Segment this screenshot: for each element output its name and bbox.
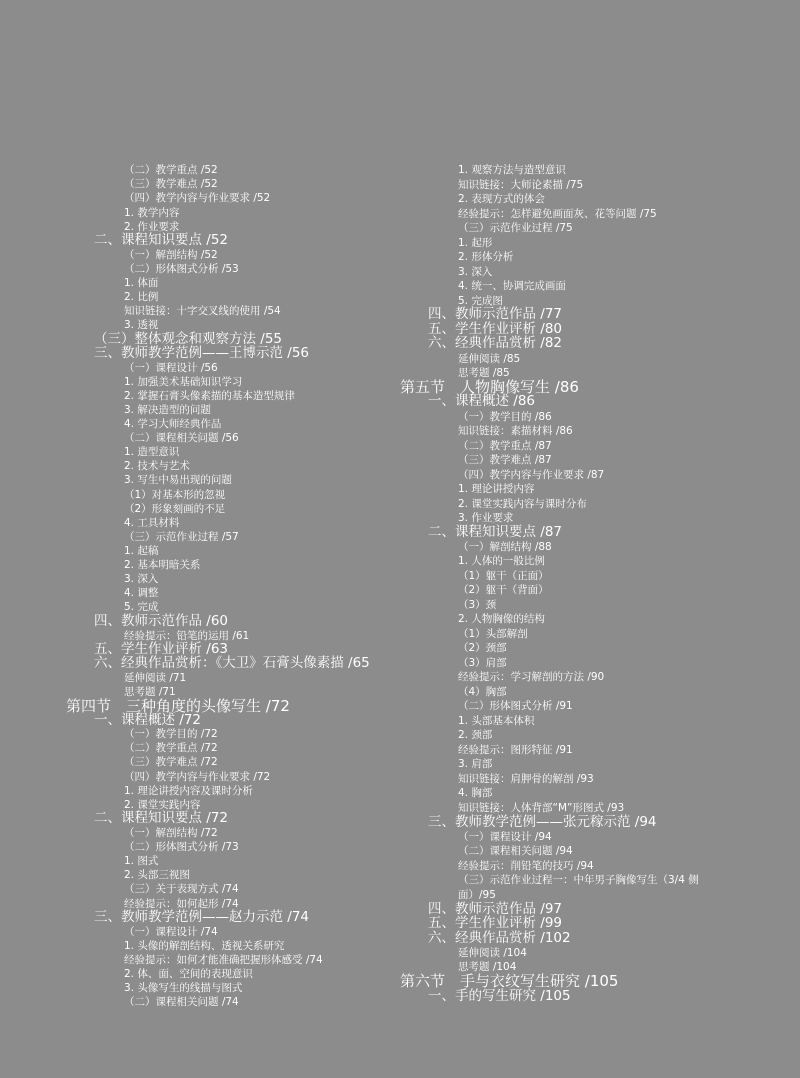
toc-entry: 三、教师教学范例——张元稼示范 /94 [428,813,657,830]
toc-entry: 五、学生作业评析 /80 [428,320,563,337]
toc-entry: 知识链接：人体背部“M”形图式 /93 [458,801,625,814]
toc-entry: 4. 学习大师经典作品 [124,418,222,431]
toc-entry: 六、经典作品赏析：《大卫》石膏头像素描 /65 [94,655,370,672]
toc-entry: 四、教师示范作品 /97 [428,900,563,917]
toc-entry: 经验提示：削铅笔的技巧 /94 [458,859,594,872]
toc-entry: （一）解剖结构 /88 [458,540,552,553]
toc-entry: （二）形体图式分析 /91 [458,700,573,713]
toc-entry: （二）课程相关问题 /74 [124,996,239,1009]
toc-entry: （三）教学难点 /72 [124,756,218,769]
toc-entry: 1. 教学内容 [124,206,180,219]
toc-entry: 延伸阅读 /104 [458,946,527,959]
toc-entry: 2. 体、面、空间的表现意识 [124,968,253,981]
toc-entry: 延伸阅读 /71 [124,671,187,684]
toc-entry: （一）教学目的 /72 [124,728,218,741]
toc-entry: 5. 完成 [124,601,159,614]
toc-entry: 2. 基本明暗关系 [124,559,201,572]
toc-entry: 1. 头部基本体积 [458,714,535,727]
toc-entry: 3. 透视 [124,319,159,332]
toc-entry: 一、课程概述 /86 [428,393,536,410]
toc-entry: 2. 作业要求 [124,220,180,233]
toc-entry: 1. 起形 [458,236,493,249]
toc-entry: 思考题 /104 [458,961,517,974]
toc-entry: 1. 理论讲授内容及课时分析 [124,784,253,797]
toc-entry: 第四节 三种角度的头像写生 /72 [66,696,290,715]
toc-entry: 4. 统一、协调完成画面 [458,280,566,293]
toc-entry: 2. 头部三视图 [124,869,190,882]
toc-entry: 1. 人体的一般比例 [458,555,545,568]
toc-entry: 六、经典作品赏析 /102 [428,929,571,946]
toc-entry: （一）课程设计 /94 [458,830,552,843]
toc-entry: 4. 工具材料 [124,516,180,529]
toc-entry: 2. 形体分析 [458,251,514,264]
toc-entry: 四、教师示范作品 /60 [94,612,229,629]
toc-entry: 2. 颈部 [458,729,493,742]
toc-entry: 知识链接：大师论素描 /75 [458,178,584,191]
toc-entry: 3. 深入 [124,573,159,586]
toc-entry: （1）对基本形的忽视 [124,488,226,501]
toc-entry: 1. 造型意识 [124,446,180,459]
toc-entry: 3. 写生中易出现的问题 [124,474,232,487]
toc-entry: （二）课程相关问题 /56 [124,432,239,445]
toc-entry: 知识链接：肩胛骨的解剖 /93 [458,772,594,785]
toc-entry: 经验提示：如何起形 /74 [124,897,239,910]
toc-entry: （一）课程设计 /74 [124,925,218,938]
toc-entry: 延伸阅读 /85 [458,352,521,365]
toc-entry: 第六节 手与衣纹写生研究 /105 [400,972,619,991]
toc-entry: 五、学生作业评析 /99 [428,915,563,932]
toc-entry: （2）躯干（背面） [458,584,549,597]
toc-entry: （4）胸部 [458,685,507,698]
toc-entry: 知识链接：素描材料 /86 [458,425,573,438]
toc-entry: 1. 图式 [124,855,159,868]
toc-entry: 二、课程知识要点 /87 [428,523,563,540]
toc-entry: （3）颈 [458,598,497,611]
toc-entry: 1. 观察方法与造型意识 [458,164,566,177]
toc-entry: 二、课程知识要点 /52 [94,232,229,249]
toc-entry: 一、手的写生研究 /105 [428,987,571,1004]
toc-entry: （1）头部解剖 [458,627,528,640]
toc-entry: 经验提示：图形特征 /91 [458,743,573,756]
toc-entry: （四）教学内容与作业要求 /52 [124,192,271,205]
toc-entry: （二）课程相关问题 /94 [458,845,573,858]
toc-entry: 思考题 /71 [124,685,176,698]
toc-entry: 经验提示：铅笔的运用 /61 [124,629,250,642]
toc-entry: 1. 体面 [124,277,159,290]
toc-entry: 2. 课堂实践内容与课时分布 [458,497,587,510]
toc-entry: （三）教学难点 /87 [458,454,552,467]
toc-entry: 3. 解决造型的问题 [124,403,211,416]
toc-entry: 2. 表现方式的体会 [458,193,545,206]
toc-entry: （三）示范作业过程 /75 [458,222,573,235]
toc-entry: 4. 胸部 [458,787,493,800]
toc-entry: （三）示范作业过程 /57 [124,530,239,543]
toc-entry: 经验提示：如何才能准确把握形体感受 /74 [124,953,323,966]
toc-entry: 二、课程知识要点 /72 [94,810,229,827]
toc-entry: 六、经典作品赏析 /82 [428,335,563,352]
toc-entry: 三、教师教学范例——王博示范 /56 [94,344,310,361]
toc-entry: 2. 人物胸像的结构 [458,613,545,626]
toc-entry: （三）关于表现方式 /74 [124,883,239,896]
toc-entry: （3）肩部 [458,656,507,669]
toc-entry: 四、教师示范作品 /77 [428,306,563,323]
toc-entry: （1）躯干（正面） [458,569,549,582]
toc-entry: （一）解剖结构 /52 [124,248,218,261]
toc-entry: 三、教师教学范例——赵力示范 /74 [94,908,310,925]
toc-entry: 5. 完成图 [458,294,503,307]
toc-entry: （一）教学目的 /86 [458,410,552,423]
toc-entry: （四）教学内容与作业要求 /72 [124,770,271,783]
toc-entry: 1. 理论讲授内容 [458,483,535,496]
toc-entry: 经验提示：学习解剖的方法 /90 [458,671,605,684]
toc-right-column [400,0,800,1078]
toc-entry: （四）教学内容与作业要求 /87 [458,468,605,481]
toc-entry: 1. 加强美术基础知识学习 [124,375,243,388]
toc-entry: （2）形象刻画的不足 [124,502,226,515]
toc-entry: （三）整体观念和观察方法 /55 [94,330,283,347]
toc-entry: 2. 比例 [124,291,159,304]
toc-entry: （一）课程设计 /56 [124,361,218,374]
toc-entry: 2. 课堂实践内容 [124,798,201,811]
toc-entry: （二）教学重点 /52 [124,164,218,177]
toc-entry: （三）示范作业过程一：中年男子胸像写生（3/4 侧 [458,874,699,887]
toc-entry: 经验提示：怎样避免画面灰、花等问题 /75 [458,207,657,220]
toc-entry: 知识链接：十字交叉线的使用 /54 [124,305,281,318]
toc-entry: 1. 起稿 [124,544,159,557]
toc-entry: （2）颈部 [458,642,507,655]
toc-entry: 一、课程概述 /72 [94,711,202,728]
toc-entry: 五、学生作业评析 /63 [94,641,229,658]
toc-entry: 3. 肩部 [458,758,493,771]
toc-entry: （三）教学难点 /52 [124,178,218,191]
toc-entry: 2. 技术与艺术 [124,460,190,473]
toc-entry: 思考题 /85 [458,367,510,380]
toc-entry: 1. 头像的解剖结构、透视关系研究 [124,939,285,952]
toc-entry: （二）教学重点 /87 [458,439,552,452]
toc-entry: 3. 头像写生的线描与图式 [124,982,243,995]
toc-entry: （二）形体图式分析 /73 [124,841,239,854]
toc-entry: 3. 深入 [458,265,493,278]
toc-entry: 3. 作业要求 [458,512,514,524]
toc-entry: （二）教学重点 /72 [124,742,218,755]
toc-entry: 2. 掌握石膏头像素描的基本造型规律 [124,389,295,402]
toc-entry: （一）解剖结构 /72 [124,827,218,839]
toc-entry: （二）形体图式分析 /53 [124,262,239,275]
toc-entry: 面）/95 [458,888,496,901]
toc-entry: 4. 调整 [124,587,159,600]
toc-entry: 第五节 人物胸像写生 /86 [400,378,579,397]
